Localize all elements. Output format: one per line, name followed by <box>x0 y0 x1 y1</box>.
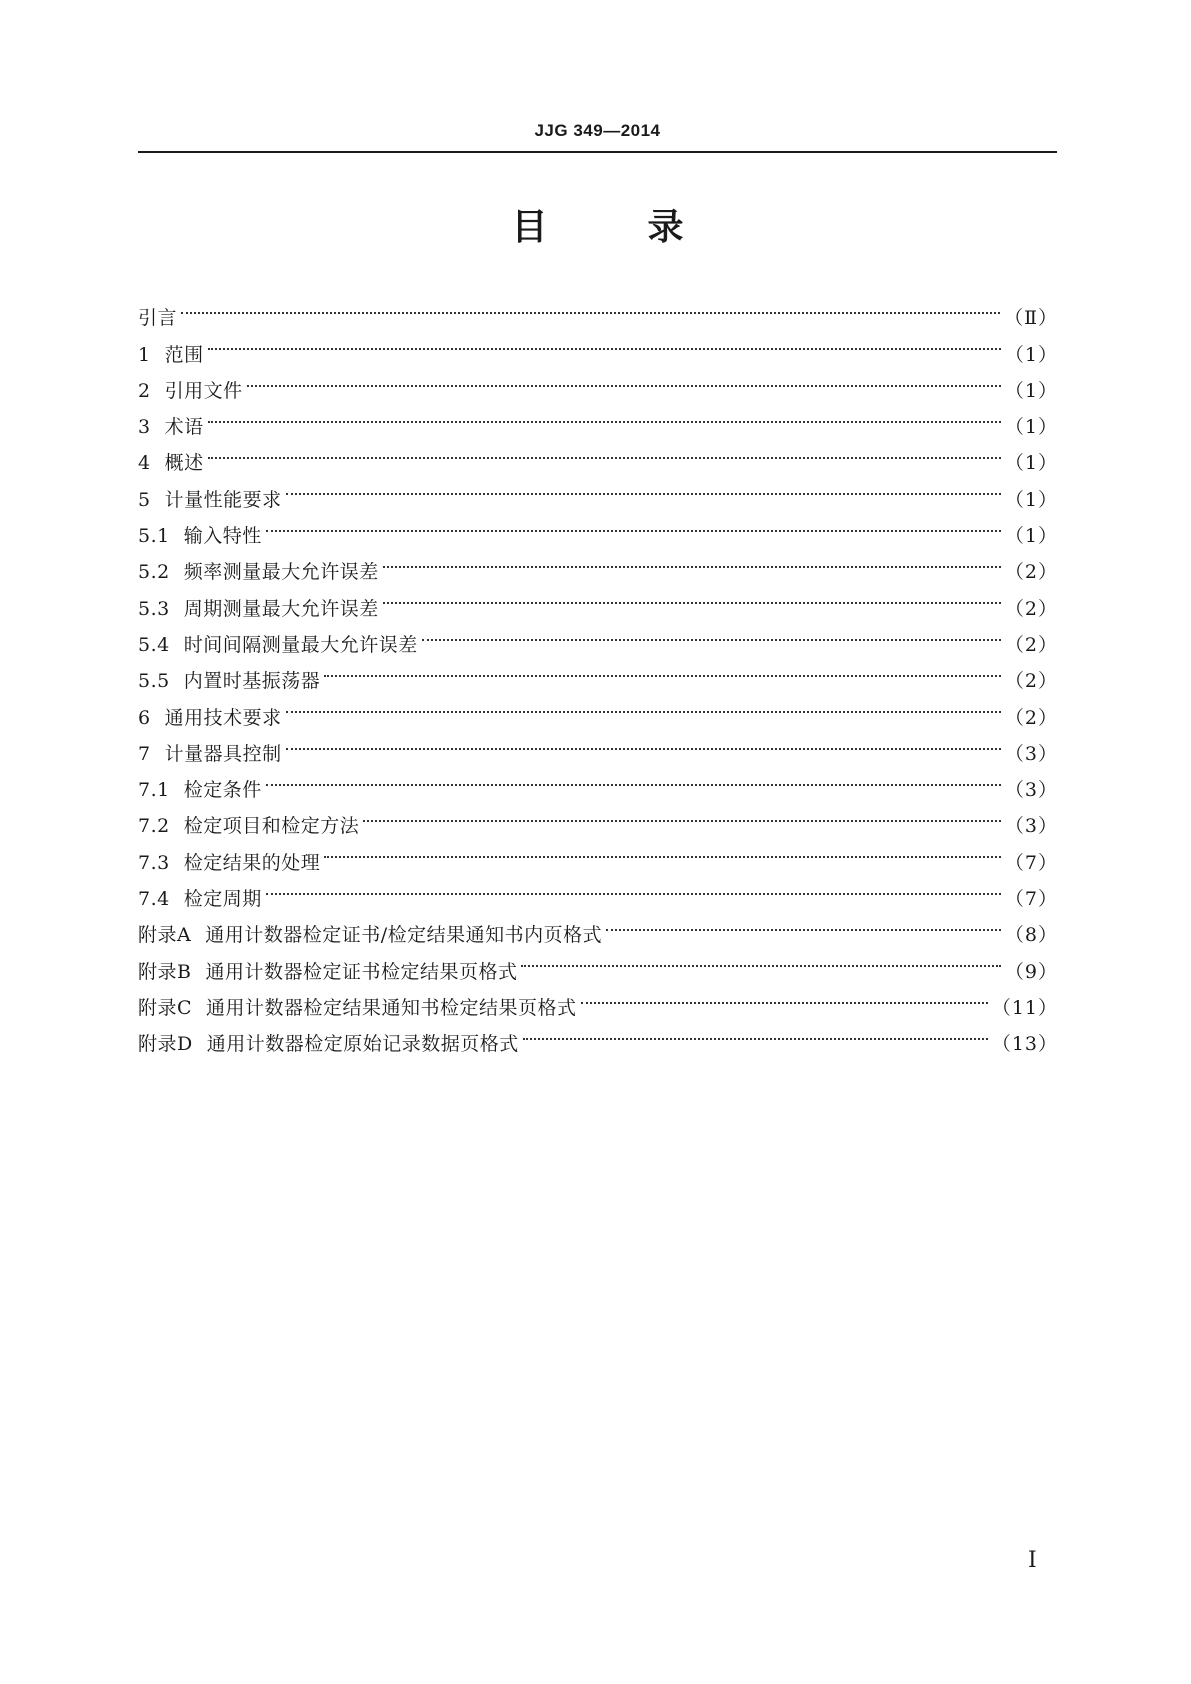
toc-entry-label <box>138 482 282 518</box>
toc-entry[interactable] <box>138 397 1058 439</box>
toc-entry-title: 通用技术要求 <box>164 706 282 729</box>
toc-dot-leader <box>266 506 1001 542</box>
toc-entry[interactable] <box>138 361 1058 402</box>
toc-dot-leader <box>208 324 1001 360</box>
toc-entry-title: 内置时基振荡器 <box>183 670 321 693</box>
toc-entry-number: 5.2 <box>138 561 170 584</box>
toc-entry[interactable] <box>138 796 1058 838</box>
toc-entry-title: 时间间隔测量最大允许误差 <box>183 633 418 656</box>
toc-entry-number: 5.4 <box>138 633 170 656</box>
toc-entry-label <box>138 881 262 917</box>
toc-dot-leader <box>286 469 1001 505</box>
toc-dot-leader <box>181 288 1000 324</box>
toc-entry-title: 检定条件 <box>183 779 262 802</box>
toc-entry-number: 7.4 <box>138 888 170 911</box>
toc-entry-title: 术语 <box>164 416 204 439</box>
page-title <box>138 203 1057 253</box>
toc-entry[interactable] <box>138 288 1058 330</box>
toc-dot-leader <box>208 433 1001 469</box>
toc-entry-number: 5 <box>138 488 151 511</box>
toc-entry-title: 通用计数器检定原始记录数据页格式 <box>206 1033 519 1056</box>
toc-entry-page: （7） <box>1004 851 1058 874</box>
toc-entry-page: （3） <box>1004 779 1058 802</box>
toc-entry[interactable] <box>138 506 1058 548</box>
toc-entry-title: 检定结果的处理 <box>183 851 321 874</box>
toc-entry-number: 附录D <box>138 1033 193 1056</box>
toc-entry-number: 附录A <box>138 924 192 947</box>
toc-entry[interactable] <box>138 542 1058 584</box>
toc-entry-page: （1） <box>1004 452 1058 475</box>
toc-entry-title: 检定项目和检定方法 <box>183 815 360 838</box>
toc-entry-label <box>138 445 204 481</box>
toc-dot-leader <box>383 542 1001 578</box>
toc-entry-number: 6 <box>138 706 151 729</box>
toc-entry-page: （11） <box>991 996 1058 1019</box>
toc-entry-title: 引言 <box>138 307 178 330</box>
toc-dot-leader <box>286 687 1001 723</box>
toc-entry-title: 通用计数器检定结果通知书检定结果页格式 <box>206 996 577 1019</box>
toc-entry-label <box>138 591 379 627</box>
toc-dot-leader <box>247 361 1001 397</box>
toc-entry-title: 检定周期 <box>183 888 262 911</box>
toc-entry-page: （1） <box>1004 416 1058 439</box>
running-header <box>138 118 1057 153</box>
toc-entry-number: 附录C <box>138 996 193 1019</box>
toc-entry-page: （2） <box>1004 597 1058 620</box>
toc-entry-number: 5.1 <box>138 525 170 548</box>
toc-dot-leader <box>266 760 1001 796</box>
toc-entry-page: （1） <box>1004 488 1058 511</box>
toc-entry-page: （2） <box>1004 633 1058 656</box>
toc-entry-number: 4 <box>138 452 151 475</box>
toc-entry-number: 2 <box>138 379 151 402</box>
page-title-right-char: 录 <box>647 207 684 248</box>
toc-dot-leader <box>286 724 1001 760</box>
toc-entry[interactable] <box>138 324 1058 366</box>
toc-entry-title: 输入特性 <box>183 525 262 548</box>
toc-entry-page: （Ⅱ） <box>1004 307 1058 330</box>
toc-entry-page: （3） <box>1004 815 1058 838</box>
toc-dot-leader <box>581 978 988 1014</box>
toc-entry-page: （2） <box>1004 706 1058 729</box>
toc-entry-label <box>138 337 204 373</box>
toc-entry-page: （2） <box>1004 670 1058 693</box>
toc-entry-title: 计量器具控制 <box>164 742 282 765</box>
toc-entry-number: 7 <box>138 742 151 765</box>
toc-entry-page: （1） <box>1004 343 1058 366</box>
toc-entry[interactable] <box>138 433 1058 475</box>
toc-entry-number: 3 <box>138 416 151 439</box>
toc-entry-title: 周期测量最大允许误差 <box>183 597 379 620</box>
toc-entry-page: （7） <box>1004 888 1058 911</box>
toc-entry-page: （8） <box>1004 924 1058 947</box>
toc-entry-title: 概述 <box>164 452 204 475</box>
toc-entry-title: 通用计数器检定证书/检定结果通知书内页格式 <box>205 924 603 947</box>
page-number: Ⅰ <box>1028 1548 1037 1573</box>
toc-entry[interactable] <box>138 905 1058 947</box>
toc-entry-label <box>138 300 177 336</box>
toc-dot-leader <box>383 578 1001 614</box>
toc-entry-label <box>138 409 204 445</box>
toc-entry-number: 7.1 <box>138 779 170 802</box>
standard-number: JJG 349—2014 <box>534 121 661 140</box>
toc-entry-page: （2） <box>1004 561 1058 584</box>
toc-entry[interactable] <box>138 869 1058 911</box>
toc-entry-number: 5.3 <box>138 597 170 620</box>
toc-entry-label <box>138 772 262 808</box>
toc-dot-leader <box>208 397 1001 433</box>
toc-entry-label <box>138 518 262 554</box>
toc-entry-label <box>138 554 379 590</box>
toc-dot-leader <box>521 941 1000 977</box>
toc-entry-title: 引用文件 <box>164 379 243 402</box>
toc-entry-page: （9） <box>1004 960 1058 983</box>
toc-entry-number: 7.3 <box>138 851 170 874</box>
toc-entry-number: 1 <box>138 343 151 366</box>
toc-entry-title: 计量性能要求 <box>164 488 282 511</box>
toc-entry-number: 7.2 <box>138 815 170 838</box>
table-of-contents <box>138 288 1058 1056</box>
toc-entry-label <box>138 990 577 1026</box>
page-title-left-char: 目 <box>511 207 548 248</box>
toc-dot-leader <box>422 615 1001 651</box>
toc-entry-page: （1） <box>1004 525 1058 548</box>
toc-dot-leader <box>363 796 1001 832</box>
toc-dot-leader <box>606 905 1001 941</box>
toc-entry-label <box>138 700 282 736</box>
toc-entry[interactable] <box>138 469 1058 511</box>
toc-dot-leader <box>324 651 1001 687</box>
toc-entry-label <box>138 1026 519 1062</box>
toc-entry-title: 范围 <box>164 343 204 366</box>
toc-entry-title: 频率测量最大允许误差 <box>183 561 379 584</box>
toc-entry-page: （13） <box>991 1033 1058 1056</box>
toc-entry-label <box>138 954 517 990</box>
toc-dot-leader <box>266 869 1001 905</box>
toc-entry[interactable] <box>138 760 1058 802</box>
toc-dot-leader <box>523 1014 988 1050</box>
toc-entry-label <box>138 736 282 772</box>
toc-entry-title: 通用计数器检定证书检定结果页格式 <box>205 960 518 983</box>
toc-entry-number: 附录B <box>138 960 192 983</box>
toc-dot-leader <box>324 832 1001 868</box>
toc-entry-page: （3） <box>1004 742 1058 765</box>
toc-entry-number: 5.5 <box>138 670 170 693</box>
toc-entry-page: （1） <box>1004 379 1058 402</box>
